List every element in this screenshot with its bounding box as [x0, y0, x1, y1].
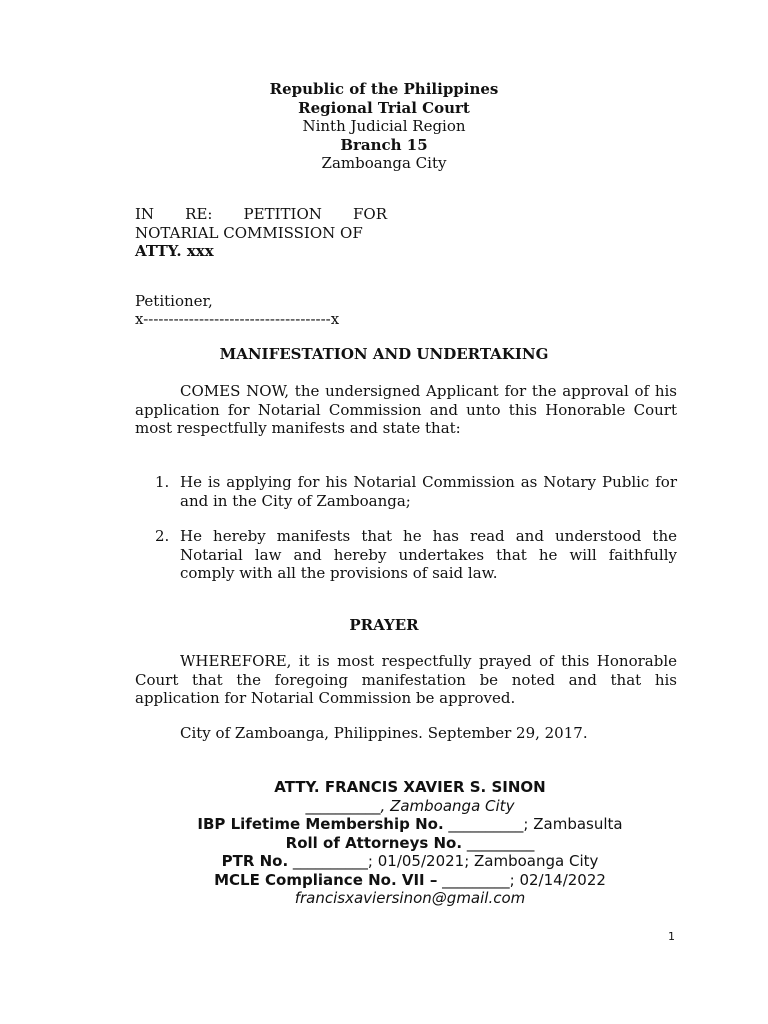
list-item-number: 2.: [155, 527, 170, 545]
roll-label: Roll of Attorneys No.: [285, 833, 463, 852]
header-republic: Republic of the Philippines: [269, 80, 499, 98]
mcle-label: MCLE Compliance No. VII –: [214, 870, 438, 889]
header-branch: Branch 15: [340, 135, 428, 154]
petitioner-label: Petitioner,: [135, 292, 213, 310]
list-item-text: He hereby manifests that he has read and understood the Notarial law and hereby undertakes that he will faithfully comply with all the provisions of said law.: [180, 527, 677, 582]
caption-line-1: IN RE: PETITION FOR: [135, 205, 387, 223]
attorney-name: ATTY. FRANCIS XAVIER S. SINON: [274, 778, 546, 796]
ibp-label: IBP Lifetime Membership No.: [197, 815, 444, 833]
ptr-value: __________; 01/05/2021; Zamboanga City: [288, 852, 599, 870]
document-title: MANIFESTATION AND UNDERTAKING: [219, 345, 549, 363]
mcle-value: _________; 02/14/2022: [437, 870, 606, 889]
address-blank: __________: [305, 796, 381, 815]
ptr-line: [0, 852, 768, 871]
prayer-paragraph: WHEREFORE, it is most respectfully prayed of this Honorable Court that the foregoing manifestation be noted and that his application for Notarial Commission be approved.: [135, 652, 677, 707]
caption-line-3: ATTY. xxx: [135, 242, 214, 260]
page-number: 1: [668, 930, 675, 943]
address-line: [0, 797, 768, 816]
mcle-line: [0, 871, 768, 890]
court-header: [0, 80, 768, 173]
ibp-value: __________; Zambasulta: [443, 815, 623, 833]
dateline: City of Zamboanga, Philippines. September 29, 2017.: [180, 724, 588, 742]
email-address: francisxaviersinon@gmail.com: [294, 889, 526, 907]
caption-separator: x-------------------------------------x: [135, 310, 340, 328]
ibp-line: [0, 815, 768, 834]
list-item-number: 1.: [155, 473, 170, 491]
prayer-heading: PRAYER: [349, 616, 419, 634]
list-item-text: He is applying for his Notarial Commission as Notary Public for and in the City of Zamboanga;: [180, 473, 677, 510]
ptr-label: PTR No.: [221, 852, 289, 870]
address-city: , Zamboanga City: [380, 796, 515, 815]
header-city: Zamboanga City: [321, 154, 447, 172]
roll-line: [0, 834, 768, 853]
header-region: Ninth Judicial Region: [302, 117, 466, 135]
intro-paragraph: COMES NOW, the undersigned Applicant for the approval of his application for Notarial Commission and unto this Honorable Court most respectfully manifests and state that:: [135, 382, 677, 437]
header-court: Regional Trial Court: [298, 98, 470, 117]
caption-line-2: NOTARIAL COMMISSION OF: [135, 223, 363, 242]
signature-block: [0, 778, 768, 908]
case-caption: [135, 205, 387, 261]
roll-value: _________: [462, 833, 535, 852]
